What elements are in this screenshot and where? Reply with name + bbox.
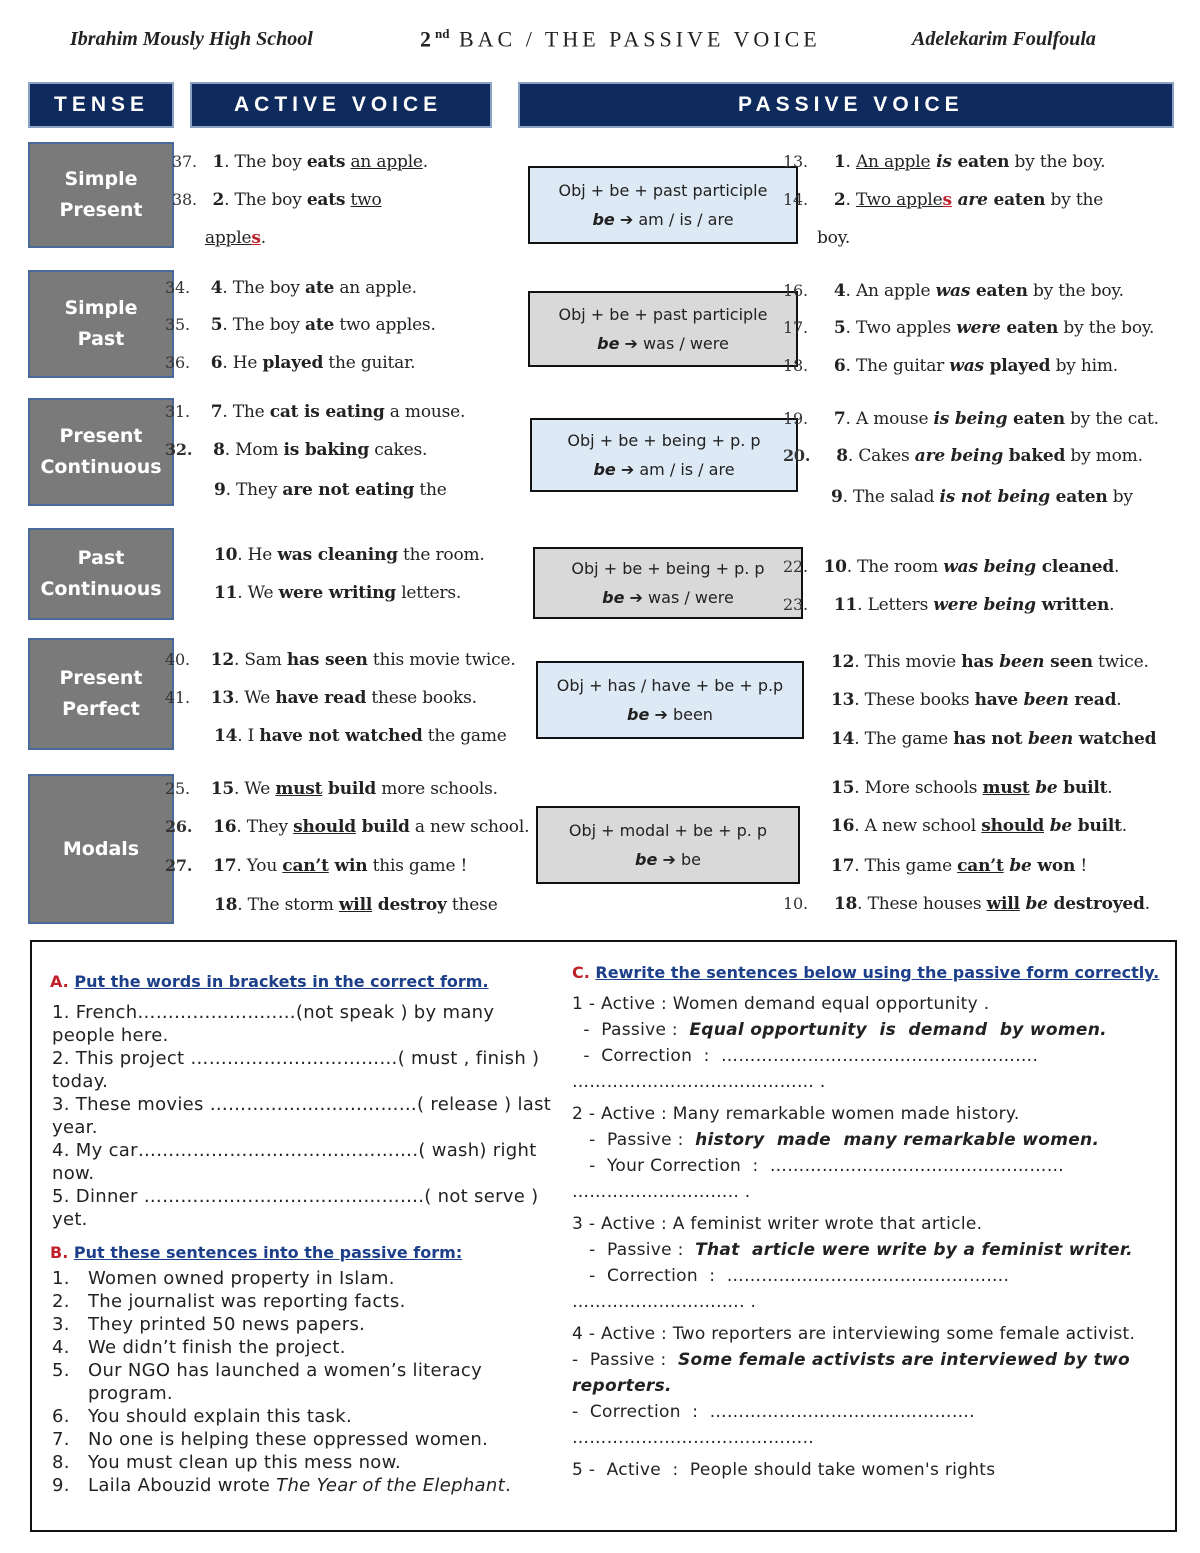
page-title: 2nd BAC / THE PASSIVE VOICE <box>420 26 821 52</box>
tense-modals: Modals <box>28 774 174 924</box>
passive-sentence: 10. 18. These houses will be destroyed. <box>783 894 1150 914</box>
passive-sentence: 16. A new school should be built. <box>831 816 1127 836</box>
active-sentence: 41. 13. We have read these books. <box>165 688 477 708</box>
tense-simple-present: Simple Present <box>28 142 174 248</box>
formula-simple-past: Obj + be + past participle be ➔ was / were <box>528 291 798 367</box>
active-sentence: 11. We were writing letters. <box>214 583 462 603</box>
exercise-b-item: 9. Laila Abouzid wrote The Year of the Elephant. <box>52 1475 511 1496</box>
passive-sentence: 23. 11. Letters were being written. <box>783 595 1115 615</box>
active-sentence: 18. The storm will destroy these <box>214 895 498 915</box>
passive-sentence: 16. 4. An apple was eaten by the boy. <box>783 281 1124 301</box>
passive-sentence: 13. These books have been read. <box>831 690 1122 710</box>
active-sentence: 26. 16. They should build a new school. <box>165 817 530 837</box>
passive-sentence: 17. 5. Two apples were eaten by the boy. <box>783 318 1155 338</box>
tense-past-continuous: Past Continuous <box>28 528 174 620</box>
tense-present-continuous: Present Continuous <box>28 398 174 506</box>
exercise-a-item: 5. Dinner ……………………………………….( not serve ) yet. <box>52 1186 539 1230</box>
active-sentence: 36. 6. He played the guitar. <box>165 353 416 373</box>
tense-simple-past: Simple Past <box>28 270 174 378</box>
formula-present-perfect: Obj + has / have + be + p.p be ➔ been <box>536 661 804 739</box>
exercise-box <box>30 940 1177 1532</box>
passive-sentence: 22. 10. The room was being cleaned. <box>783 557 1120 577</box>
active-sentence: 27. 17. You can’t win this game ! <box>165 856 468 876</box>
passive-sentence: 14. The game has not been watched <box>831 729 1157 749</box>
active-sentence: 25. 15. We must build more schools. <box>165 779 498 799</box>
exercise-b-item: 3. They printed 50 news papers. <box>52 1314 366 1335</box>
tense-column-header: TENSE <box>28 82 174 128</box>
exercise-a-item: 4. My car……………………………………….( wash) right now. <box>52 1140 537 1184</box>
exercise-a-item: 1. French…………………..…(not speak ) by many people here. <box>52 1002 495 1046</box>
author-name: Adelekarim Foulfoula <box>912 28 1096 50</box>
active-sentence: 31. 7. The cat is eating a mouse. <box>165 402 466 422</box>
active-sentence: 37. 1. The boy eats an apple. <box>172 152 429 172</box>
exercise-c-items <box>572 991 1162 1483</box>
active-sentence: 14. I have not watched the game <box>214 726 507 746</box>
active-sentence-continuation: apples. <box>205 228 266 248</box>
passive-sentence: 19. 7. A mouse is being eaten by the cat. <box>783 409 1159 429</box>
passive-sentence: 20. 8. Cakes are being baked by mom. <box>783 446 1143 466</box>
active-sentence: 32. 8. Mom is baking cakes. <box>165 440 428 460</box>
formula-simple-present: Obj + be + past participle be ➔ am / is / are <box>528 166 798 244</box>
exercise-b-item: 6. You should explain this task. <box>52 1406 352 1427</box>
active-sentence: 35. 5. The boy ate two apples. <box>165 315 436 335</box>
exercise-c-heading: C. Rewrite the sentences below using the passive form correctly. <box>572 963 1160 982</box>
exercise-b-item: 4. We didn’t finish the project. <box>52 1337 346 1358</box>
exercise-b-items <box>52 1267 542 1497</box>
exercise-b-item: 5. Our NGO has launched a women’s literacy program. <box>52 1360 483 1404</box>
exercise-c-item-cut: 5 - Active : People should take women's rights <box>572 1460 996 1480</box>
exercise-a-item: 2. This project ……………….……………( must , finish ) today. <box>52 1048 540 1092</box>
exercise-b-item: 1. Women owned property in Islam. <box>52 1268 395 1289</box>
passive-sentence: 17. This game can’t be won ! <box>831 856 1087 876</box>
formula-modals: Obj + modal + be + p. p be ➔ be <box>536 806 800 884</box>
passive-sentence: 18. 6. The guitar was played by him. <box>783 356 1118 376</box>
exercise-a-heading: A. Put the words in brackets in the correct form. <box>50 972 489 991</box>
exercise-b-item: 8. You must clean up this mess now. <box>52 1452 401 1473</box>
active-sentence: 34. 4. The boy ate an apple. <box>165 278 417 298</box>
active-voice-column-header: ACTIVE VOICE <box>190 82 492 128</box>
tense-present-perfect: Present Perfect <box>28 638 174 750</box>
active-sentence: 38. 2. The boy eats two <box>172 190 382 210</box>
formula-past-continuous: Obj + be + being + p. p be ➔ was / were <box>533 547 803 619</box>
exercise-c-item: 1 - Active : Women demand equal opportunity . - Passive : Equal opportunity is demand by women. - Correction : ………………………………………………. …………………………………… . <box>572 994 1107 1092</box>
exercise-a-item: 3. These movies ……………….……………( release ) last year. <box>52 1094 552 1138</box>
exercise-c-item: 2 - Active : Many remarkable women made history. - Passive : history made many remarkable women. - Your Correction : …………………………………………… ……………………….. . <box>572 1104 1100 1202</box>
passive-sentence: 15. More schools must be built. <box>831 778 1113 798</box>
exercise-a-items <box>52 1001 557 1231</box>
passive-voice-column-header: PASSIVE VOICE <box>518 82 1174 128</box>
formula-present-continuous: Obj + be + being + p. p be ➔ am / is / are <box>530 418 798 492</box>
school-name: Ibrahim Mously High School <box>70 28 313 50</box>
passive-sentence: 12. This movie has been seen twice. <box>831 652 1149 672</box>
exercise-b-heading: B. Put these sentences into the passive form: <box>50 1243 463 1262</box>
passive-sentence: 13. 1. An apple is eaten by the boy. <box>783 152 1106 172</box>
active-sentence: 10. He was cleaning the room. <box>214 545 485 565</box>
exercise-c-item: 3 - Active : A feminist writer wrote that article. - Passive : That article were write by a feminist writer. - Correction : …………………………………………. ……………….…….…. . <box>572 1214 1133 1312</box>
active-sentence: 9. They are not eating the <box>214 480 447 500</box>
passive-sentence: 14. 2. Two apples are eaten by the <box>783 190 1104 210</box>
passive-sentence-continuation: boy. <box>817 228 851 248</box>
exercise-b-item: 7. No one is helping these oppressed women. <box>52 1429 489 1450</box>
passive-sentence: 9. The salad is not being eaten by <box>831 487 1133 507</box>
exercise-c-item: 4 - Active : Two reporters are interviewing some female activist. - Passive : Some female activists are interviewed by two reporters. - Correction : ………………………………………. ……………………….………….. <box>572 1324 1137 1448</box>
exercise-b-item: 2. The journalist was reporting facts. <box>52 1291 406 1312</box>
active-sentence: 40. 12. Sam has seen this movie twice. <box>165 650 516 670</box>
